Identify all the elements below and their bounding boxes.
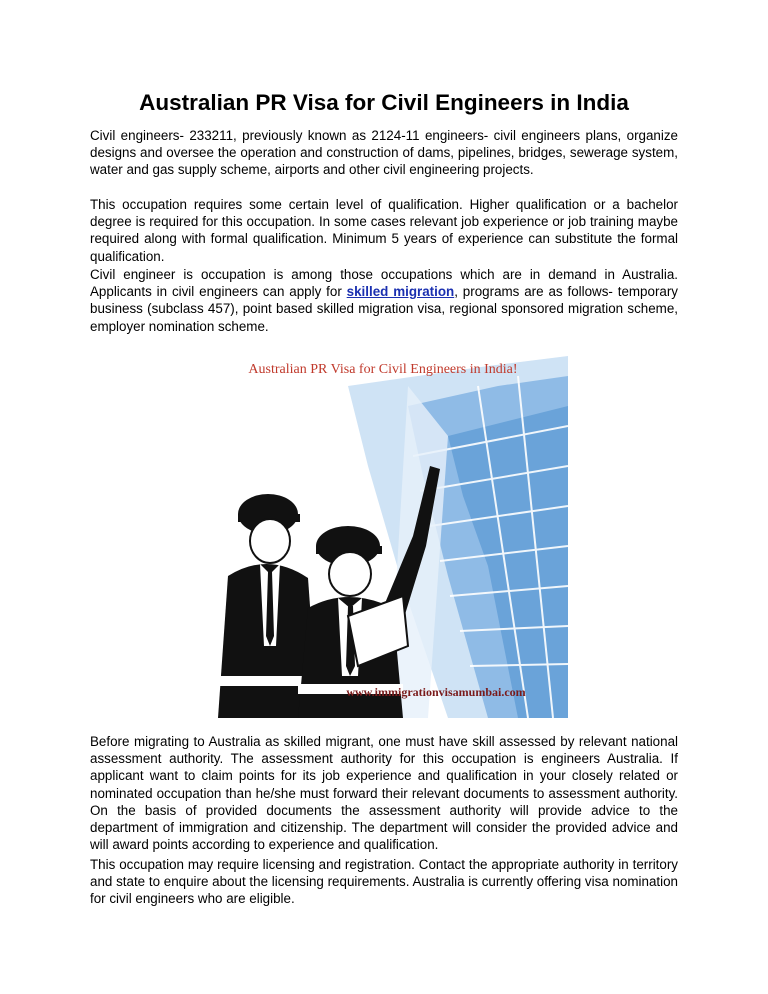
- paragraph-demand-text-before: Civil engineer is occupation is among those occupations which are in demand in Australia. Applicants in civil engineers can apply for: [90, 267, 678, 300]
- skilled-migration-link[interactable]: skilled migration: [346, 284, 455, 300]
- paragraph-qualification: This occupation requires some certain level of qualification. Higher qualification or a bachelor degree is required for this occupation. In some cases relevant job experience or job training maybe required along with formal qualification. Minimum 5 years of experience can substitute the formal qualification.: [90, 197, 678, 264]
- figure-website-text: www.immigrationvisamumbai.com: [346, 685, 526, 699]
- engineers-illustration: [198, 346, 568, 718]
- paragraph-demand: [90, 266, 678, 335]
- paragraph-assessment: Before migrating to Australia as skilled migrant, one must have skill assessed by relevant national assessment authority. The assessment authority for this occupation is engineers Australia. If applicant want to claim points for its job experience and qualification in your closely related or nominated occupation than he/she must forward their relevant documents to assessment authority. On the basis of provided documents the assessment authority will provide advice to the department of immigration and citizenship. The department will consider the provided advice and will award points according to experience and qualification.: [90, 734, 678, 853]
- document-title: Australian PR Visa for Civil Engineers in India: [139, 90, 629, 115]
- paragraph-intro: Civil engineers- 233211, previously known as 2124-11 engineers- civil engineers plans, organize designs and oversee the operation and construction of dams, pipelines, bridges, sewerage system, water and gas supply scheme, airports and other civil engineering projects.: [90, 128, 678, 178]
- figure-caption: Australian PR Visa for Civil Engineers in India!: [248, 362, 518, 377]
- paragraph-demand-text-after: , programs are as follows- temporary business (subclass 457), point based skilled migration visa, regional sponsored migration scheme, employer nomination scheme.: [90, 284, 679, 334]
- paragraph-licensing: This occupation may require licensing and registration. Contact the appropriate authority in territory and state to enquire about the licensing requirements. Australia is currently offering visa nomination for civil engineers who are eligible.: [90, 857, 678, 907]
